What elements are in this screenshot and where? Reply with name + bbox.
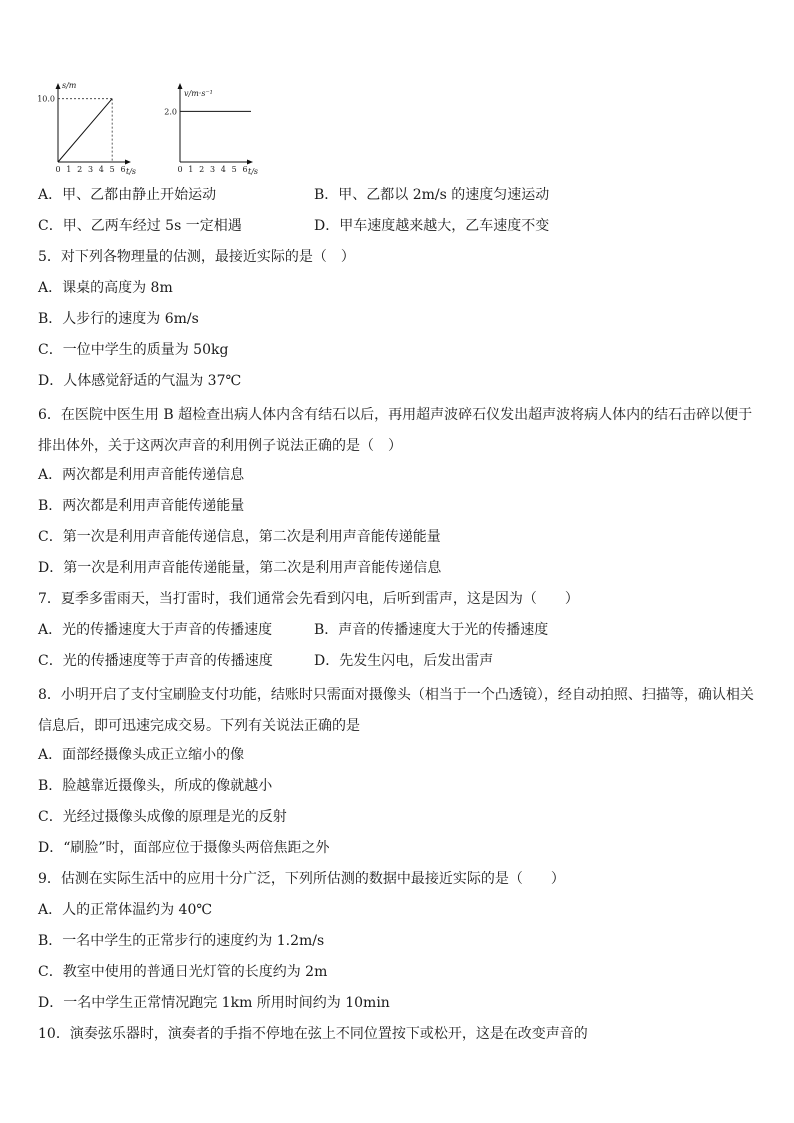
st-graph-svg — [38, 80, 138, 180]
q8-option-b: B．脸越靠近摄像头，所成的像就越小 — [38, 778, 273, 794]
vt-graph — [160, 80, 260, 184]
vt-graph-svg — [160, 80, 260, 180]
q4-option-b: B．甲、乙都以 2m/s 的速度匀速运动 — [314, 187, 550, 203]
q5-option-a: A．课桌的高度为 8m — [38, 280, 173, 296]
q10-stem: 10．演奏弦乐器时，演奏者的手指不停地在弦上不同位置按下或松开，这是在改变声音的 — [38, 1026, 588, 1042]
series-line — [58, 99, 112, 162]
q7-option-c: C．光的传播速度等于声音的传播速度 — [38, 653, 273, 669]
x-tick-1: 1 — [188, 165, 194, 174]
y-axis-arrow — [178, 83, 183, 89]
x-tick-2: 2 — [77, 165, 83, 174]
q5-option-b: B．人步行的速度为 6m/s — [38, 311, 199, 327]
x-tick-1: 1 — [66, 165, 72, 174]
q7-stem: 7．夏季多雷雨天，当打雷时，我们通常会先看到闪电，后听到雷声，这是因为（ ） — [38, 591, 579, 607]
y-tick-label: 2.0 — [164, 107, 177, 117]
x-axis-arrow — [125, 160, 131, 165]
q6-option-d: D．第一次是利用声音能传递能量，第二次是利用声音能传递信息 — [38, 560, 442, 576]
x-tick-4: 4 — [220, 165, 226, 174]
q6-option-b: B．两次都是利用声音能传递能量 — [38, 498, 245, 514]
q6-option-a: A．两次都是利用声音能传递信息 — [38, 467, 245, 483]
x-tick-5: 5 — [109, 165, 115, 174]
q7-option-b: B．声音的传播速度大于光的传播速度 — [314, 622, 549, 638]
q9-option-c: C．教室中使用的普通日光灯管的长度约为 2m — [38, 964, 328, 980]
x-axis-label: t/s — [126, 167, 137, 176]
q9-option-b: B．一名中学生的正常步行的速度约为 1.2m/s — [38, 933, 325, 949]
y-tick-label: 10.0 — [38, 94, 55, 104]
x-axis-label: t/s — [248, 167, 259, 176]
q9-option-a: A．人的正常体温约为 40℃ — [38, 902, 213, 918]
q6-stem: 6．在医院中医生用 B 超检查出病人体内含有结石以后，再用超声波碎石仪发出超声波将病人体内的结石击碎以便于排出体外，关于这两次声音的利用例子说法正确的是（ ） — [38, 407, 753, 454]
x-tick-labels — [55, 165, 125, 174]
q7-option-a: A．光的传播速度大于声音的传播速度 — [38, 622, 273, 638]
q9-option-d: D．一名中学生正常情况跑完 1km 所用时间约为 10min — [38, 995, 390, 1011]
q9-stem: 9．估测在实际生活中的应用十分广泛，下列所估测的数据中最接近实际的是（ ） — [38, 871, 565, 887]
q8-option-d: D．“刷脸”时，面部应位于摄像头两倍焦距之外 — [38, 840, 330, 856]
y-axis-label: s/m — [62, 81, 77, 90]
x-tick-6: 6 — [120, 165, 126, 174]
q4-option-c: C．甲、乙两车经过 5s 一定相遇 — [38, 218, 242, 234]
q4-option-d: D．甲车速度越来越大，乙车速度不变 — [314, 218, 550, 234]
q5-option-d: D．人体感觉舒适的气温为 37℃ — [38, 373, 242, 389]
x-tick-3: 3 — [87, 165, 94, 174]
q4-option-a: A．甲、乙都由静止开始运动 — [38, 187, 217, 203]
x-tick-3: 3 — [209, 165, 216, 174]
x-tick-0: 0 — [177, 165, 183, 174]
y-axis-label: v/m·s⁻¹ — [184, 89, 213, 98]
q7-option-d: D．先发生闪电，后发出雷声 — [314, 653, 494, 669]
x-tick-2: 2 — [199, 165, 205, 174]
q6-option-c: C．第一次是利用声音能传递信息，第二次是利用声音能传递能量 — [38, 529, 441, 545]
q5-option-c: C．一位中学生的质量为 50kg — [38, 342, 229, 358]
x-tick-4: 4 — [98, 165, 104, 174]
x-axis-arrow — [247, 160, 253, 165]
q8-option-a: A．面部经摄像头成正立缩小的像 — [38, 747, 245, 763]
y-axis-arrow — [56, 83, 61, 89]
q8-option-c: C．光经过摄像头成像的原理是光的反射 — [38, 809, 287, 825]
x-tick-5: 5 — [231, 165, 237, 174]
x-tick-labels — [177, 165, 247, 174]
q8-stem: 8．小明开启了支付宝刷脸支付功能，结账时只需面对摄像头（相当于一个凸透镜），经自动拍照、扫描等，确认相关信息后，即可迅速完成交易。下列有关说法正确的是 — [38, 687, 754, 734]
st-graph — [38, 80, 138, 184]
q5-stem: 5．对下列各物理量的估测，最接近实际的是（ ） — [38, 249, 355, 265]
x-tick-6: 6 — [242, 165, 248, 174]
x-tick-0: 0 — [55, 165, 61, 174]
